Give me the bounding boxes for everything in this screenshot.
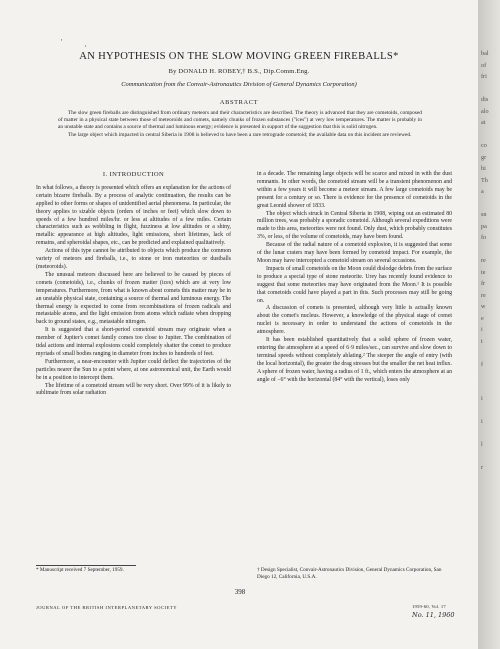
adjacent-page-fragment: hi (481, 165, 486, 172)
body-paragraph: In what follows, a theory is presented which offers an explanation for the actions of certain bizarre fireballs. By a process of analytic continuation, the results can be applied to other forms or shapes of unidentified aerial phenomena. In particular, the theory applies to sizable objects (orders of inches or feet) which slow down to speeds of a few hundred miles/hr. or less at altitudes of a few miles. Certain characteristics such as wobbling in flight, fuzziness at low altitudes or a shiny, metallic appearance at high altitudes, light emissions, short lifetimes, lack of remains, and spheroidal shapes, etc., can be predicted and explained qualitatively. (36, 184, 231, 247)
adjacent-page-fragment: fri (481, 73, 487, 80)
adjacent-page-fragment: l (481, 441, 483, 448)
right-column (257, 171, 452, 384)
adjacent-page-text (478, 0, 500, 497)
adjacent-page-fragment: te (481, 268, 486, 276)
body-paragraph: It has been established quantitatively that a solid sphere of frozen water, entering the atmosphere at a speed of 6·9 miles/sec., can survive and slow down to terminal speeds without completely ablating.² The steeper the angle of entry (with the local horizontal), the greater the drag stresses but the smaller the net heat influx. A sphere of frozen water, having a radius of 1 ft., which enters the atmosphere at an angle of −6° with the horizontal (84° with the vertical), loses only (257, 337, 452, 383)
adjacent-page-fragment: i (481, 395, 483, 402)
body-paragraph: The object which struck in Central Siberia in 1908, wiping out an estimated 80 million trees, was probably a sporadic cometoid. Although several expeditions were made to this area, meteorites were not found. Only dust, which probably constitutes 3%, or less, of the volume of cometoids, may have been found. (257, 210, 452, 241)
scan-mark: · (60, 35, 63, 45)
abstract-paragraph: The slow green fireballs are distinguished from ordinary meteors and their characteristics are described. The theory is advanced that they are cometoids, composed of matter in a physical state between those of meteoroids and comets, namely chunks of frozen substances ("ices") at very low temperatures. The matter is probably in an unstable state and contains a source of thermal and luminous energy; evidence is presented in support of the suggestion that this is solid nitrogen. (58, 110, 422, 131)
body-paragraph: A discussion of comets is presented, although very little is actually known about the comet's nucleus. However, a knowledge of the physical stage of comet nuclei is necessary in order to understand the actions of cometoids in the atmosphere. (257, 305, 452, 336)
adjacent-page-fragment (478, 198, 500, 210)
adjacent-page-fragment: f (481, 360, 484, 368)
adjacent-page-fragment: r (481, 464, 484, 471)
adjacent-page-fragment (478, 244, 500, 256)
footnote-manuscript: * Manuscript received 7 September, 1959. (36, 567, 124, 573)
adjacent-page-fragment: w (481, 303, 486, 310)
adjacent-page-fragment: pa (481, 222, 487, 230)
volume-info: 1959-60, Vol. 17 (412, 604, 446, 609)
adjacent-page-fragment (478, 83, 500, 95)
paper-title: AN HYPOTHESIS ON THE SLOW MOVING GREEN FIREBALLS* (79, 51, 399, 62)
adjacent-page-edge (478, 0, 500, 649)
adjacent-page-fragment: fo (481, 234, 487, 241)
body-paragraph: Furthermore, a near-encounter with Jupiter could deflect the trajectories of the particles nearer the Sun to a point where, at one astronomical unit, the Earth would be in a position to intercept them. (36, 358, 231, 381)
adjacent-page-fragment (478, 428, 500, 440)
footnote-author: † Design Specialist, Convair-Astronautics Division, General Dynamics Corporation, San Diego 12, California, U.S.A. (257, 567, 442, 580)
adjacent-page-fragment: at (481, 119, 486, 126)
body-paragraph: It is suggested that a short-period cometoid stream may originate when a member of Jupiter's comet family comes too close to Jupiter. The combination of tidal actions and internal explosions could completely shatter the comet to produce myriads of small bodies ranging in diameter from inches to hundreds of feet. (36, 327, 231, 357)
footnote-rule (36, 565, 136, 566)
handwritten-note: No. 11, 1960 (412, 611, 455, 619)
abstract-body (58, 110, 422, 139)
body-paragraph: Actions of this type cannot be attributed to objects which produce the common variety of meteors and fireballs, i.e., to stone or iron meteorites or dustballs (meteoroids). (36, 248, 231, 270)
adjacent-page-fragment (478, 405, 500, 417)
affiliation-line: Communication from the Convair-Astronautics Division of General Dynamics Corporation) (121, 81, 357, 88)
body-paragraph: The unusual meteors discussed here are believed to be caused by pieces of comets (cometoids), i.e., chunks of frozen matter (ices) which are at very low temperatures. Furthermore, from what is known about comets this matter may be in an unstable physical state, containing a source of thermal and luminous energy. The thermal energy is expected to come from recombinations of frozen radicals and metastable atoms, and the light emission from atoms which radiate when dropping back to ground states, e.g., metastable nitrogen. (36, 271, 231, 326)
adjacent-page-fragment: t (481, 337, 483, 345)
adjacent-page-fragment: Th (481, 176, 488, 184)
author-line: By DONALD H. ROBEY,† B.S., Dip.Comm.Eng. (168, 68, 310, 75)
section-heading: I. INTRODUCTION (102, 171, 165, 178)
adjacent-page-fragment (478, 451, 500, 463)
page-number: 398 (234, 588, 246, 596)
body-paragraph: in a decade. The remaining large objects will be scarce and mixed in with the dust remnants. In other words, the cometoid stream will be a transient phenomenon and within a few years it will become a meteor stream. A few large cometoids may be present for a century or so. There is evidence for the presence of cometoids in the great Leonid shower of 1833. (257, 171, 452, 209)
adjacent-page-fragment: co (481, 142, 487, 149)
adjacent-page-fragment: re (481, 291, 486, 299)
left-column (36, 171, 231, 398)
adjacent-page-fragment: e (481, 314, 484, 322)
journal-name: JOURNAL OF THE BRITISH INTERPLANETARY SOCIETY (36, 605, 178, 610)
body-paragraph: Because of the radial nature of a cometoid explosion, it is suggested that some of the lunar craters may have been formed by cometoid impact. For example, the Moon may have intercepted a cometoid stream on several occasions. (257, 242, 452, 264)
adjacent-page-fragment: gr (481, 153, 487, 161)
adjacent-page-fragment: fr (481, 280, 486, 287)
adjacent-page-fragment: a (481, 188, 484, 195)
adjacent-page-fragment: alo (481, 107, 489, 115)
adjacent-page-fragment: bal (481, 50, 489, 57)
adjacent-page-fragment: re (481, 257, 486, 264)
adjacent-page-fragment: of (481, 61, 487, 69)
adjacent-page-fragment: sn (481, 211, 487, 218)
adjacent-page-fragment (478, 370, 500, 382)
body-paragraph: Impacts of small cometoids on the Moon could dislodge debris from the surface to produce a special type of stone meteorite. Urey has recently found evidence to suggest that some meteorites may have originated from the Moon.¹ It is possible that cometoids could have played a part in this. Such processes may still be going on. (257, 265, 452, 304)
adjacent-page-fragment (478, 382, 500, 394)
scan-mark: · (84, 41, 87, 51)
abstract-paragraph: The large object which impacted in central Siberia in 1908 is believed to have been a rare retrograde cometoid; the available data on this incident are reviewed. (68, 131, 412, 138)
adjacent-page-fragment (478, 347, 500, 359)
adjacent-page-fragment (478, 129, 500, 141)
adjacent-page-fragment: i (481, 418, 483, 425)
adjacent-page-fragment (478, 474, 500, 486)
body-paragraph: The lifetime of a cometoid stream will be very short. Over 99% of it is likely to sublimate from solar radiation (36, 382, 231, 397)
adjacent-page-fragment: i (481, 326, 483, 333)
adjacent-page-fragment (478, 485, 500, 497)
abstract-heading: ABSTRACT (219, 99, 259, 106)
adjacent-page-fragment: dis (481, 96, 489, 103)
